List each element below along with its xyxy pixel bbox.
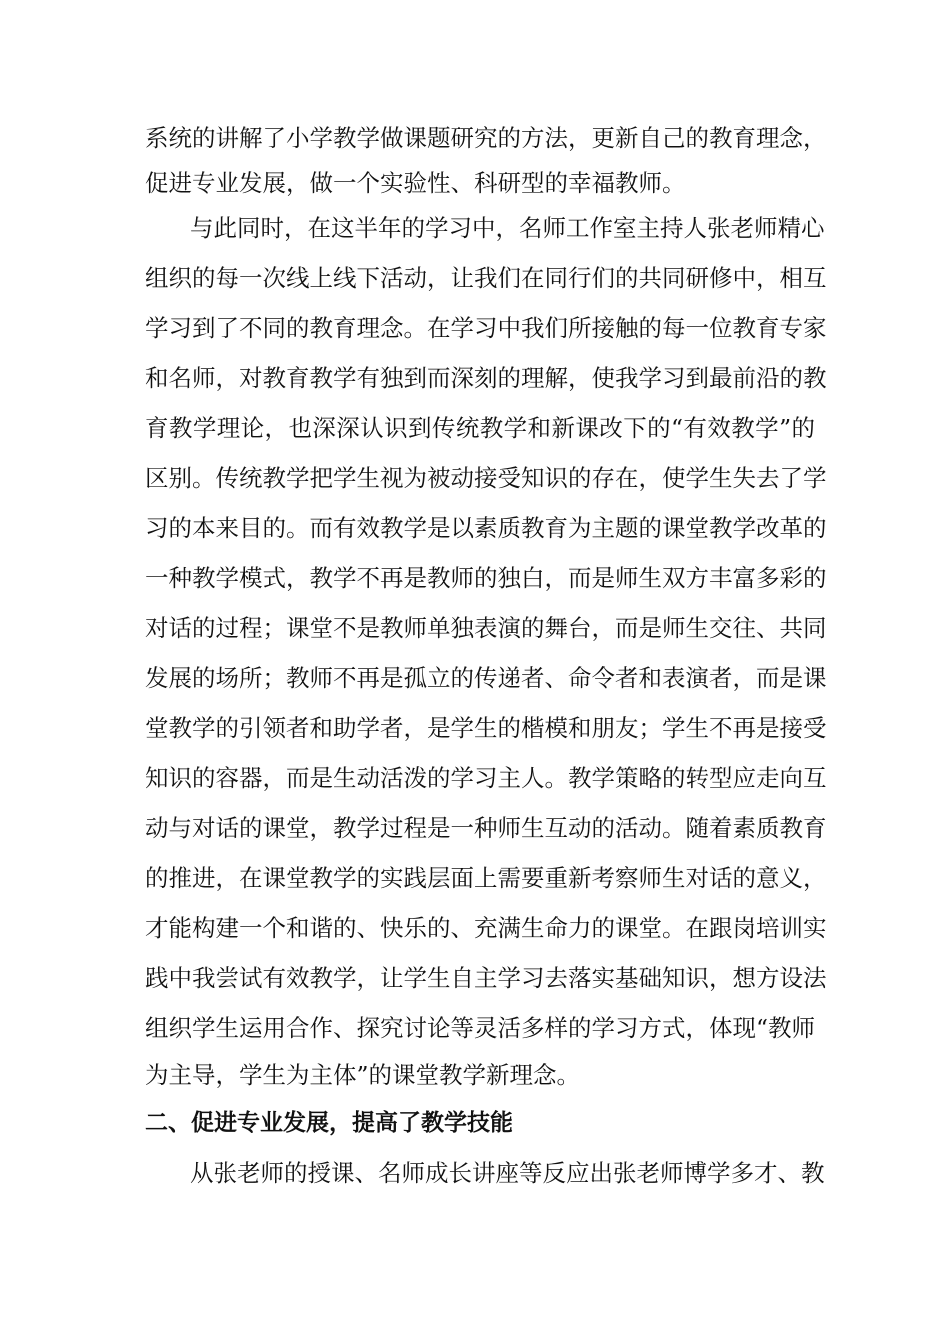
- text-line: 一种教学模式，教学不再是教师的独白，而是师生双方丰富多彩的: [145, 564, 827, 592]
- text-line: 促进专业发展，做一个实验性、科研型的幸福教师。: [145, 169, 686, 197]
- text-line: 为主导，学生为主体”的课堂教学新理念。: [145, 1061, 581, 1089]
- text-line: 学习到了不同的教育理念。在学习中我们所接触的每一位教育专家: [145, 314, 827, 342]
- section-heading: 二、促进专业发展，提高了教学技能: [145, 1110, 513, 1136]
- text-line: 发展的场所；教师不再是孤立的传递者、命令者和表演者，而是课: [145, 664, 827, 692]
- text-line: 知识的容器，而是生动活泼的学习主人。教学策略的转型应走向互: [145, 764, 827, 792]
- text-line: 育教学理论，也深深认识到传统教学和新课改下的“有效教学”的: [145, 414, 815, 442]
- text-line: 对话的过程；课堂不是教师单独表演的舞台，而是师生交往、共同: [145, 614, 827, 642]
- text-line: 的推进，在课堂教学的实践层面上需要重新考察师生对话的意义，: [145, 864, 827, 892]
- text-line: 系统的讲解了小学教学做课题研究的方法，更新自己的教育理念，: [145, 124, 827, 152]
- text-line: 组织学生运用合作、探究讨论等灵活多样的学习方式，体现“教师: [145, 1014, 816, 1042]
- text-line: 动与对话的课堂，教学过程是一种师生互动的活动。随着素质教育: [145, 814, 827, 842]
- text-line: 和名师，对教育教学有独到而深刻的理解，使我学习到最前沿的教: [145, 364, 827, 392]
- text-line: 组织的每一次线上线下活动，让我们在同行们的共同研修中，相互: [145, 264, 827, 292]
- text-line: 区别。传统教学把学生视为被动接受知识的存在，使学生失去了学: [145, 464, 827, 492]
- paragraph-first-line: 与此同时，在这半年的学习中，名师工作室主持人张老师精心: [190, 214, 825, 242]
- text-line: 堂教学的引领者和助学者，是学生的楷模和朋友；学生不再是接受: [145, 714, 827, 742]
- paragraph-first-line: 从张老师的授课、名师成长讲座等反应出张老师博学多才、教: [190, 1159, 825, 1187]
- text-line: 习的本来目的。而有效教学是以素质教育为主题的课堂教学改革的: [145, 514, 827, 542]
- text-line: 践中我尝试有效教学，让学生自主学习去落实基础知识，想方设法: [145, 964, 827, 992]
- text-line: 才能构建一个和谐的、快乐的、充满生命力的课堂。在跟岗培训实: [145, 914, 827, 942]
